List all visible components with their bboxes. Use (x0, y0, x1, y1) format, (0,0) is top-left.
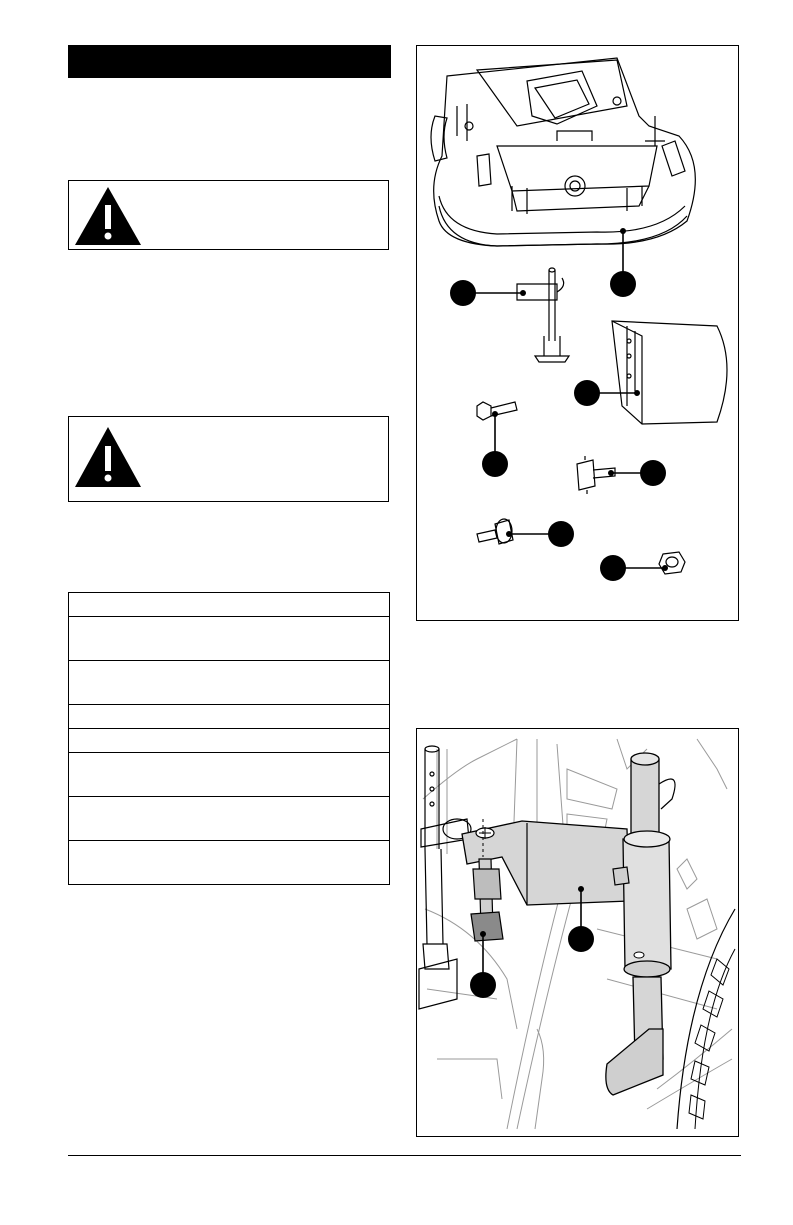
table-row (69, 661, 389, 705)
figure-bracket-install (416, 728, 739, 1137)
table-row (69, 593, 389, 617)
table-row (69, 841, 389, 884)
footer-rule (68, 1155, 741, 1156)
bracket-install-illustration (417, 729, 737, 1135)
table-row (69, 617, 389, 661)
warning-triangle-icon (73, 185, 143, 247)
table-row (69, 729, 389, 753)
warning-box-1 (68, 180, 389, 250)
mower-deck-parts-illustration (417, 46, 737, 619)
table-row (69, 705, 389, 729)
table-row (69, 753, 389, 797)
parts-table (68, 592, 390, 885)
figure-kit-parts (416, 45, 739, 621)
warning-box-2 (68, 416, 389, 502)
section-title-bar (68, 45, 391, 78)
warning-triangle-icon (73, 425, 143, 489)
table-row (69, 797, 389, 841)
